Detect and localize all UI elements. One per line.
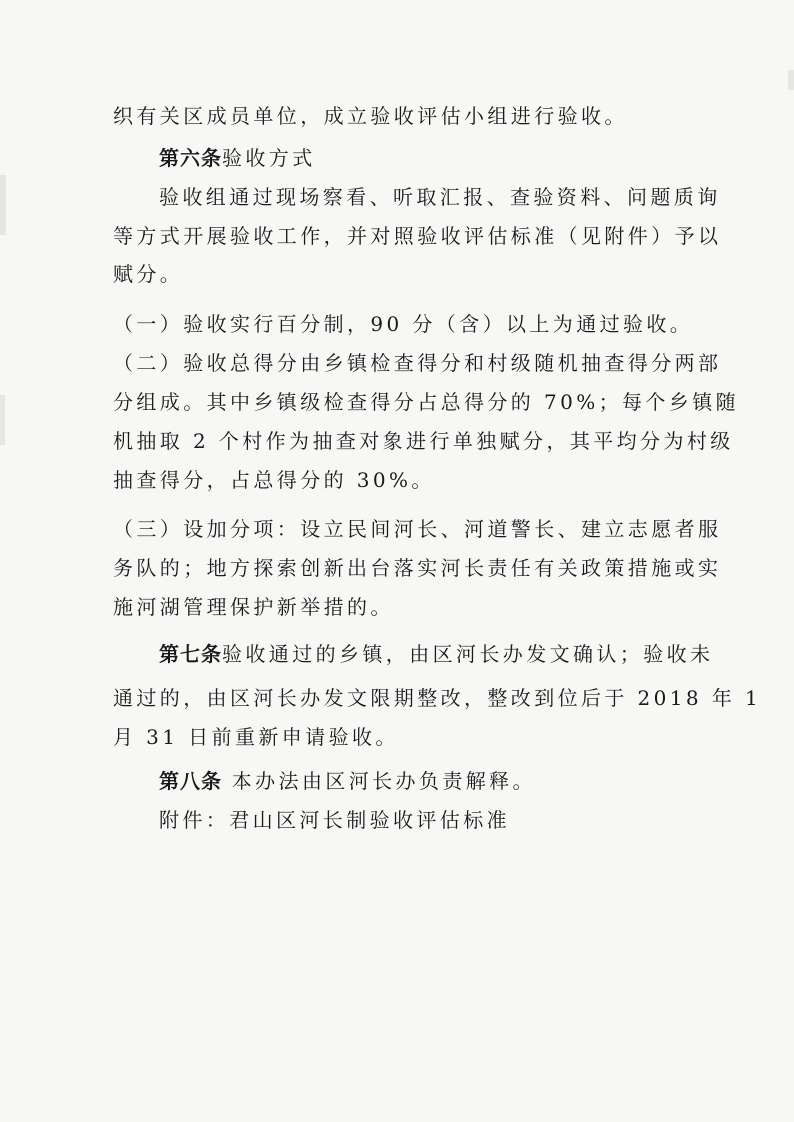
scan-edge-mark [788,70,794,90]
text-line-9 [113,429,734,453]
line-text: 分组成。其中乡镇级检查得分占总得分的 70%；每个乡镇随 [113,390,740,414]
line-text: 抽查得分，占总得分的 30%。 [113,468,435,492]
scan-edge-mark [0,175,6,235]
line-text: 赋分。 [113,262,184,286]
line-text: 施河湖管理保护新举措的。 [113,595,394,619]
attachment-line [159,808,510,832]
line-text: 验收组通过现场察看、听取汇报、查验资料、问题质询 [159,185,721,209]
text-line-12 [113,556,721,580]
text-line-15 [113,686,761,710]
line-text: （三）设加分项：设立民间河长、河道警长、建立志愿者服 [113,517,722,541]
line-text: 等方式开展验收工作，并对照验收评估标准（见附件）予以 [113,224,722,248]
line-text: 附件：君山区河长制验收评估标准 [159,808,510,832]
article-8-heading-line [159,769,536,793]
text-line-7 [113,351,721,375]
line-text: （一）验收实行百分制，90 分（含）以上为通过验收。 [113,312,694,336]
text-line-4 [113,224,721,248]
line-text: 验收方式 [222,146,316,170]
scan-edge-mark [0,395,5,445]
text-line-1 [113,104,628,128]
article-6-label: 第六条 [159,146,222,170]
line-text: 织有关区成员单位，成立验收评估小组进行验收。 [113,104,628,128]
text-line-11 [113,517,721,541]
text-line-16 [113,725,399,749]
text-line-6 [113,312,693,336]
line-text: 机抽取 2 个村作为抽查对象进行单独赋分，其平均分为村级 [113,429,734,453]
text-line-10 [113,468,435,492]
line-text: 月 31 日前重新申请验收。 [113,725,399,749]
line-text: 本办法由区河长办负责解释。 [222,769,536,793]
line-text: 务队的；地方探索创新出台落实河长责任有关政策措施或实 [113,556,722,580]
text-line-8 [113,390,739,414]
line-text: 通过的，由区河长办发文限期整改，整改到位后于 2018 年 1 [113,686,762,710]
article-6-heading-line [159,146,316,170]
article-7-label: 第七条 [159,642,222,666]
article-8-label: 第八条 [159,769,222,793]
article-7-heading-line [159,642,713,666]
line-text: 验收通过的乡镇，由区河长办发文确认；验收未 [222,642,714,666]
line-text: （二）验收总得分由乡镇检查得分和村级随机抽查得分两部 [113,351,722,375]
text-line-3 [159,185,721,209]
text-line-13 [113,595,394,619]
text-line-5 [113,262,183,286]
